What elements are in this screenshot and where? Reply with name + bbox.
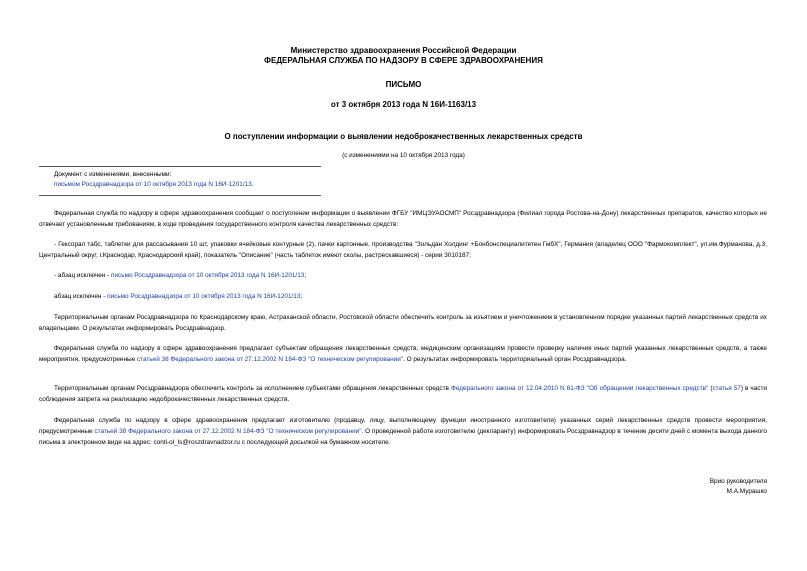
excluded-1-link[interactable]: письмо Росздравнадзора от 10 октября 2013 года N 16И-1201/13 — [111, 272, 305, 279]
excluded-1-suffix: ; — [304, 272, 307, 279]
law-compliance-tail: ) в части соблюдения запрета на реализацию недоброкачественных лекарственных средств. — [39, 385, 767, 403]
ministry-name: Министерство здравоохранения Российской Федерации — [290, 46, 517, 55]
law-compliance-mid: ( — [708, 385, 713, 392]
law-184-link-1[interactable]: статьей 38 Федерального закона от 27.12.2002 N 184-ФЗ "О техническом регулировании" — [136, 355, 404, 363]
law-compliance-text: Территориальным органам Росздравнадзора обеспечить контроль за исполнением субъектами обращения лекарственных средств — [54, 385, 451, 392]
check-batches-tail: . О результатах информировать территориальный орган Росздравнадзора. — [403, 355, 627, 363]
changes-link-line — [54, 180, 253, 190]
article-57-link[interactable]: статья 57 — [712, 385, 741, 392]
manufacturer-tail: . О проведенной работе изготовителю (декларанту) информировать Росздравнадзор в течение десяти дней с момента выхода данного письма в электронном виде на адрес: conti-ol_ls@roszdravnadzor.ru с последующей досылкой на бумажном носителе. — [39, 427, 767, 446]
manufacturer-text: Федеральная служба по надзору в сфере здравоохранения предлагает изготовителю (продавцу, лицу, выполняющему функции иностранного изготовителя) указанных серий лекарственных средств провести мероприятия, предусмотренные — [39, 417, 767, 435]
paragraph-law-compliance — [39, 384, 767, 406]
paragraph-notification: Федеральная служба по надзору в сфере здравоохранения сообщает о поступлении информации о выявлении ФГБУ "ИМЦЭУАОСМП" Росздравнадзора (Филиал города Ростова-на-Дону) лекарственных препаратов, качество которых не отвечает установленным требованиям, в ходе проведения государственного контроля качества лекарственных средств: — [39, 210, 767, 228]
changes-top-rule — [39, 166, 321, 167]
paragraph-territorial-control: Территориальным органам Росздравнадзора по Краснодарскому краю, Астраханской области, Ростовской области обеспечить контроль за изъятием и уничтожением в установленном порядке указанных партий лекарственных средств их владельцами. О результатах информировать Росздравнадзор. — [39, 314, 767, 332]
paragraph-product-hexoral: - Гексорал табс, таблетки для рассасывания 10 шт, упаковки ячейковые контурные (2), пачки картонные, производства "Зольдан Холдинг +Бонбонспециалитетен ГмбХ", Германия (владелец ООО "Фармокомплект", ул.им.Фурманова, д.3, Центральный округ, г.Краснодар, Краснодарский край), показатель "Описание" (часть таблеток имеют сколы, растрескавшиеся) - серии 3010187; — [39, 241, 767, 259]
document-date-number: от 3 октября 2013 года N 16И-1163/13 — [330, 100, 477, 109]
paragraph-excluded-2 — [39, 292, 767, 303]
document-title: О поступлении информации о выявлении недоброкачественных лекарственных средств — [224, 132, 583, 141]
law-184-link-2[interactable]: статьей 38 Федерального закона от 27.12.2002 N 184-ФЗ "О техническом регулировании" — [94, 427, 362, 435]
paragraph-check-batches — [39, 344, 767, 366]
excluded-1-prefix: - абзац исключен - — [54, 272, 112, 279]
service-name: ФЕДЕРАЛЬНАЯ СЛУЖБА ПО НАДЗОРУ В СФЕРЕ ЗДРАВООХРАНЕНИЯ — [264, 56, 543, 65]
changes-label: Документ с изменениями, внесенными: — [54, 171, 172, 178]
paragraph-manufacturer — [39, 416, 767, 448]
changes-bottom-rule — [39, 195, 321, 196]
excluded-2-prefix: абзац исключен - — [54, 293, 108, 300]
signature-position: Врио руководителя — [709, 478, 767, 485]
paragraph-excluded-1 — [39, 271, 767, 282]
excluded-2-link[interactable]: письмо Росздравнадзора от 10 октября 2013 года N 16И-1201/13 — [107, 293, 301, 300]
changes-link[interactable]: письмом Росздравнадзора от 10 октября 2013 года N 16И-1201/13 — [54, 181, 252, 188]
law-61-link[interactable]: Федерального закона от 12.04.2010 N 61-ФЗ "Об обращении лекарственных средств" — [450, 385, 709, 392]
signature-name: М.А.Мурашко — [726, 488, 767, 495]
excluded-2-suffix: ; — [300, 293, 303, 300]
document-type: ПИСЬМО — [385, 80, 422, 89]
check-batches-text: Федеральная служба по надзору в сфере здравоохранения предлагает субъектам обращения лекарственных средств, медицинским организациям провести проверку наличия иных партий указанных лекарственных средств, а также мероприятия, предусмотренные — [39, 345, 767, 363]
changes-link-tail: . — [251, 181, 254, 188]
revision-note: (с изменениями на 10 октября 2013 года) — [342, 152, 465, 159]
